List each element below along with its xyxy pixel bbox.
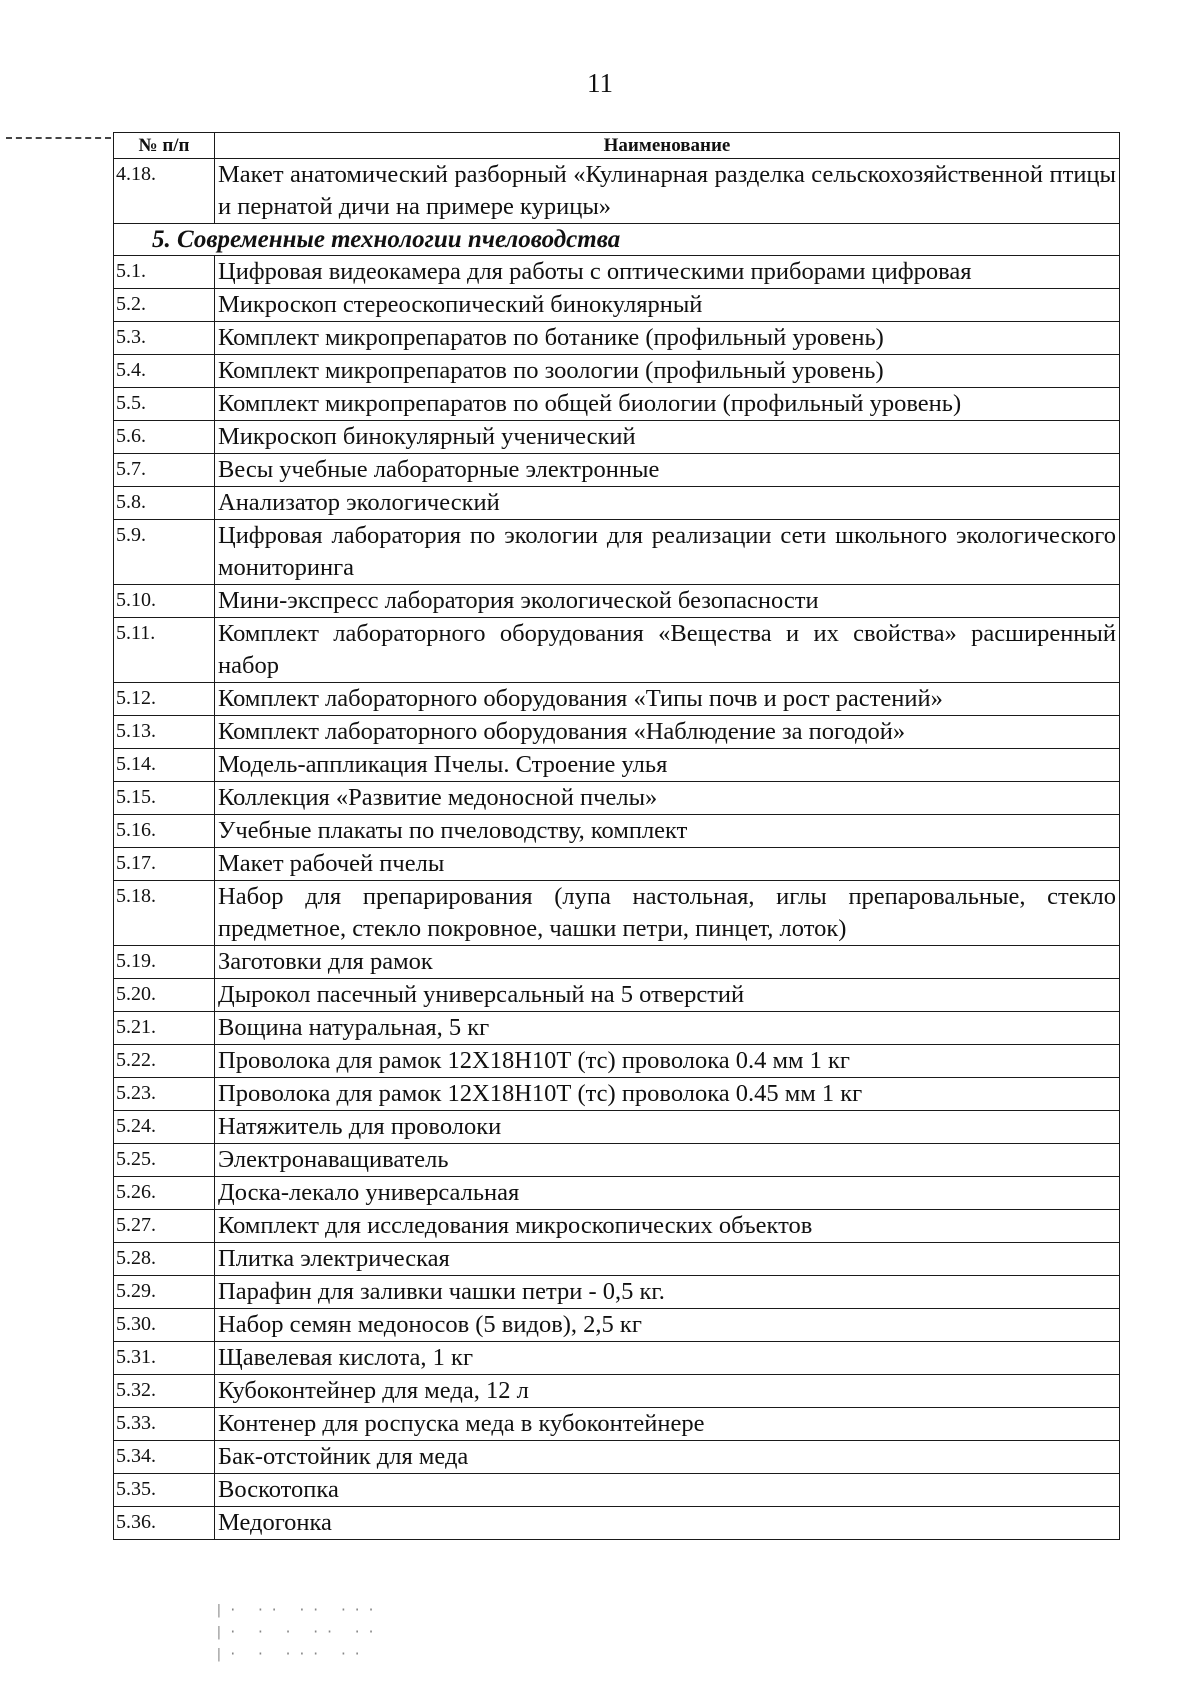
row-number: 5.3. xyxy=(114,322,215,355)
table-row xyxy=(114,289,1120,322)
table-row xyxy=(114,1045,1120,1078)
table-row xyxy=(114,683,1120,716)
row-number: 5.29. xyxy=(114,1276,215,1309)
table-row xyxy=(114,881,1120,946)
row-name: Дырокол пасечный универсальный на 5 отверстий xyxy=(215,979,1120,1012)
row-number: 5.28. xyxy=(114,1243,215,1276)
row-number: 5.33. xyxy=(114,1408,215,1441)
row-number: 5.31. xyxy=(114,1342,215,1375)
row-number: 4.18. xyxy=(114,159,215,224)
row-number: 5.27. xyxy=(114,1210,215,1243)
table-row xyxy=(114,355,1120,388)
table-row xyxy=(114,716,1120,749)
row-number: 5.8. xyxy=(114,487,215,520)
table-row xyxy=(114,1408,1120,1441)
handwritten-margin-marks: |· ·· ·· ··· |· · · ·· ·· |· · ··· ·· xyxy=(215,1603,381,1662)
row-name: Проволока для рамок 12Х18Н10Т (тс) проволока 0.4 мм 1 кг xyxy=(215,1045,1120,1078)
row-name: Щавелевая кислота, 1 кг xyxy=(215,1342,1120,1375)
row-number: 5.13. xyxy=(114,716,215,749)
section-row xyxy=(114,224,1120,256)
row-name: Цифровая лаборатория по экологии для реализации сети школьного экологического мониторинга xyxy=(215,520,1120,585)
row-name: Плитка электрическая xyxy=(215,1243,1120,1276)
row-number: 5.34. xyxy=(114,1441,215,1474)
table-row xyxy=(114,1276,1120,1309)
row-number: 5.22. xyxy=(114,1045,215,1078)
row-name: Комплект микропрепаратов по ботанике (профильный уровень) xyxy=(215,322,1120,355)
table-row xyxy=(114,782,1120,815)
row-number: 5.1. xyxy=(114,256,215,289)
table-row xyxy=(114,1177,1120,1210)
row-name: Микроскоп бинокулярный ученический xyxy=(215,421,1120,454)
table-row xyxy=(114,946,1120,979)
row-number: 5.16. xyxy=(114,815,215,848)
row-number: 5.26. xyxy=(114,1177,215,1210)
row-number: 5.17. xyxy=(114,848,215,881)
row-number: 5.15. xyxy=(114,782,215,815)
row-name: Мини-экспресс лаборатория экологической безопасности xyxy=(215,585,1120,618)
row-number: 5.18. xyxy=(114,881,215,946)
table-row xyxy=(114,1111,1120,1144)
row-number: 5.10. xyxy=(114,585,215,618)
row-name: Учебные плакаты по пчеловодству, комплект xyxy=(215,815,1120,848)
section-title: 5. Современные технологии пчеловодства xyxy=(114,224,1120,256)
row-number: 5.35. xyxy=(114,1474,215,1507)
row-name: Медогонка xyxy=(215,1507,1120,1540)
row-name: Макет рабочей пчелы xyxy=(215,848,1120,881)
row-name: Коллекция «Развитие медоносной пчелы» xyxy=(215,782,1120,815)
table-row xyxy=(114,1144,1120,1177)
table-row xyxy=(114,159,1120,224)
row-name: Комплект лабораторного оборудования «Наблюдение за погодой» xyxy=(215,716,1120,749)
table-row xyxy=(114,256,1120,289)
row-number: 5.12. xyxy=(114,683,215,716)
table-row xyxy=(114,421,1120,454)
row-number: 5.21. xyxy=(114,1012,215,1045)
row-name: Вощина натуральная, 5 кг xyxy=(215,1012,1120,1045)
row-number: 5.9. xyxy=(114,520,215,585)
table-row xyxy=(114,1441,1120,1474)
row-number: 5.11. xyxy=(114,618,215,683)
page-number: 11 xyxy=(587,68,613,98)
row-name: Заготовки для рамок xyxy=(215,946,1120,979)
row-name: Микроскоп стереоскопический бинокулярный xyxy=(215,289,1120,322)
table-row xyxy=(114,1210,1120,1243)
table-row xyxy=(114,1243,1120,1276)
row-number: 5.20. xyxy=(114,979,215,1012)
table-row xyxy=(114,585,1120,618)
row-name: Доска-лекало универсальная xyxy=(215,1177,1120,1210)
row-number: 5.25. xyxy=(114,1144,215,1177)
table-row xyxy=(114,322,1120,355)
row-number: 5.4. xyxy=(114,355,215,388)
table-row xyxy=(114,1474,1120,1507)
row-name: Комплект для исследования микроскопических объектов xyxy=(215,1210,1120,1243)
row-name: Набор семян медоносов (5 видов), 2,5 кг xyxy=(215,1309,1120,1342)
table-row xyxy=(114,1078,1120,1111)
table-row xyxy=(114,618,1120,683)
equipment-table-container xyxy=(113,132,1119,1540)
row-name: Натяжитель для проволоки xyxy=(215,1111,1120,1144)
row-name: Контенер для роспуска меда в кубоконтейнере xyxy=(215,1408,1120,1441)
row-name: Анализатор экологический xyxy=(215,487,1120,520)
row-number: 5.6. xyxy=(114,421,215,454)
table-row xyxy=(114,388,1120,421)
row-name: Комплект лабораторного оборудования «Вещества и их свойства» расширенный набор xyxy=(215,618,1120,683)
row-number: 5.5. xyxy=(114,388,215,421)
table-row xyxy=(114,1012,1120,1045)
row-name: Цифровая видеокамера для работы с оптическими приборами цифровая xyxy=(215,256,1120,289)
row-name: Кубоконтейнер для меда, 12 л xyxy=(215,1375,1120,1408)
row-number: 5.14. xyxy=(114,749,215,782)
row-number: 5.23. xyxy=(114,1078,215,1111)
row-name: Парафин для заливки чашки петри - 0,5 кг. xyxy=(215,1276,1120,1309)
row-number: 5.7. xyxy=(114,454,215,487)
row-name: Макет анатомический разборный «Кулинарная разделка сельскохозяйственной птицы и пернатой дичи на примере курицы» xyxy=(215,159,1120,224)
table-row xyxy=(114,1375,1120,1408)
row-name: Проволока для рамок 12Х18Н10Т (тс) проволока 0.45 мм 1 кг xyxy=(215,1078,1120,1111)
table-row xyxy=(114,815,1120,848)
table-header xyxy=(114,133,1120,159)
row-number: 5.19. xyxy=(114,946,215,979)
row-number: 5.2. xyxy=(114,289,215,322)
equipment-table xyxy=(113,132,1120,1540)
row-name: Весы учебные лабораторные электронные xyxy=(215,454,1120,487)
row-name: Набор для препарирования (лупа настольная, иглы препаровальные, стекло предметное, стекло покровное, чашки петри, пинцет, лоток) xyxy=(215,881,1120,946)
table-row xyxy=(114,1309,1120,1342)
row-number: 5.32. xyxy=(114,1375,215,1408)
table-body xyxy=(114,159,1120,1540)
table-row xyxy=(114,979,1120,1012)
row-name: Комплект лабораторного оборудования «Типы почв и рост растений» xyxy=(215,683,1120,716)
row-number: 5.30. xyxy=(114,1309,215,1342)
table-row xyxy=(114,1342,1120,1375)
row-number: 5.36. xyxy=(114,1507,215,1540)
table-row xyxy=(114,749,1120,782)
row-name: Комплект микропрепаратов по зоологии (профильный уровень) xyxy=(215,355,1120,388)
row-number: 5.24. xyxy=(114,1111,215,1144)
table-row xyxy=(114,1507,1120,1540)
table-row xyxy=(114,848,1120,881)
table-row xyxy=(114,487,1120,520)
row-name: Электронаващиватель xyxy=(215,1144,1120,1177)
row-name: Комплект микропрепаратов по общей биологии (профильный уровень) xyxy=(215,388,1120,421)
header-name: Наименование xyxy=(215,133,1120,159)
scan-dash-artifact xyxy=(6,137,111,141)
table-row xyxy=(114,454,1120,487)
row-name: Бак-отстойник для меда xyxy=(215,1441,1120,1474)
header-row xyxy=(114,133,1120,159)
row-name: Воскотопка xyxy=(215,1474,1120,1507)
table-row xyxy=(114,520,1120,585)
header-num: № п/п xyxy=(114,133,215,159)
row-name: Модель-аппликация Пчелы. Строение улья xyxy=(215,749,1120,782)
